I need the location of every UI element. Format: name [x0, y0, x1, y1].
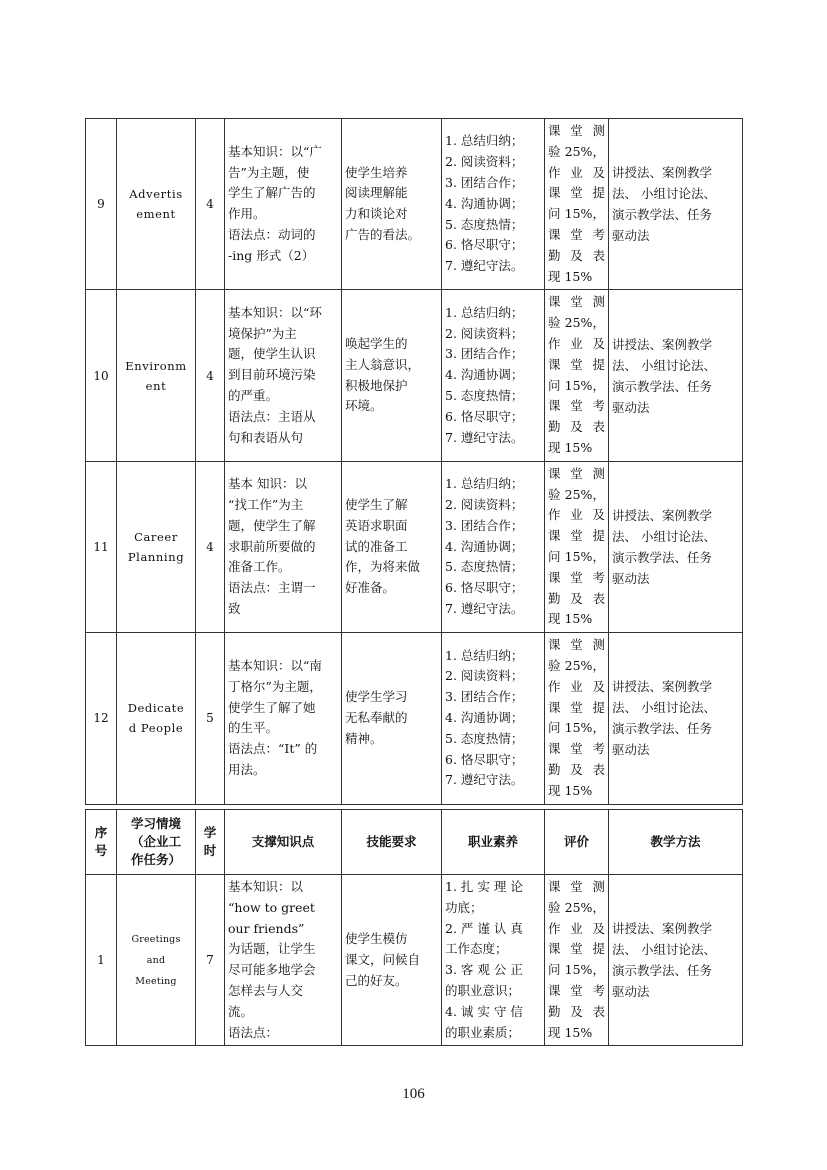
- learning-situation: [117, 290, 196, 461]
- cell-line: 尽可能多地学会: [228, 962, 316, 978]
- cell-line: 勤 及 表: [548, 1003, 605, 1019]
- cell-line: 1. 总结归纳；: [445, 476, 524, 492]
- cell-line: 2. 阅读资料；: [445, 154, 524, 170]
- cell-line: 基本知识：以“南: [228, 657, 322, 673]
- cell-line: 积极地保护: [345, 377, 408, 393]
- cell-line: 基本知识：以“环: [228, 304, 322, 320]
- cell-line: 问 15%，: [548, 206, 605, 222]
- evaluation: [545, 119, 609, 290]
- header-method: 教学方法: [609, 810, 743, 875]
- cell-line: 演示教学法、任务: [612, 207, 713, 223]
- cell-line: 现 15%: [548, 268, 593, 284]
- cell-line: 使学生了解: [345, 496, 408, 512]
- cell-line: 验 25%，: [548, 486, 605, 502]
- cell-line: 作 业 及: [548, 164, 605, 180]
- cell-line: 语法点：: [228, 1024, 279, 1040]
- cell-line: Advertis: [129, 187, 183, 202]
- row-number: 1: [86, 875, 117, 1046]
- header-quality: 职业素养: [442, 810, 545, 875]
- evaluation: [545, 461, 609, 632]
- cell-line: our friends”: [228, 920, 305, 936]
- teaching-method: [609, 461, 743, 632]
- cell-line: 题，使学生了解: [228, 517, 316, 533]
- cell-line: 1. 扎 实 理 论: [445, 879, 523, 894]
- cell-line: 法、 小组讨论法、: [612, 942, 716, 958]
- cell-line: 驱动法: [612, 228, 650, 244]
- row-number: 11: [86, 461, 117, 632]
- cell-line: 工作态度；: [445, 941, 508, 957]
- cell-line: 用法。: [228, 761, 266, 777]
- cell-line: 验 25%，: [548, 899, 605, 915]
- cell-line: 英语求职面: [345, 517, 408, 533]
- knowledge-points: [225, 290, 342, 461]
- cell-line: 基本 知识：以: [228, 476, 307, 492]
- evaluation: [545, 290, 609, 461]
- cell-line: 告”为主题，使: [228, 164, 310, 180]
- cell-line: 使学生了解了她: [228, 699, 316, 715]
- cell-line: 课 堂 考: [548, 982, 605, 998]
- cell-line: 作 业 及: [548, 335, 605, 351]
- cell-line: 驱动法: [612, 984, 650, 1000]
- cell-line: 驱动法: [612, 742, 650, 758]
- teaching-method: [609, 633, 743, 804]
- knowledge-points: [225, 875, 342, 1046]
- header-eval: 评价: [545, 810, 609, 875]
- cell-line: 4. 沟通协调；: [445, 709, 524, 725]
- cell-line: 3. 团结合作；: [445, 174, 524, 190]
- cell-line: 的生平。: [228, 720, 279, 736]
- cell-line: 4. 沟通协调；: [445, 195, 524, 211]
- cell-line: 作 业 及: [548, 678, 605, 694]
- cell-line: 6. 恪尽职守；: [445, 751, 524, 767]
- cell-line: 5. 态度热情；: [445, 216, 524, 232]
- cell-line: 问 15%，: [548, 377, 605, 393]
- cell-line: 流。: [228, 1003, 254, 1019]
- skill-requirements: [342, 633, 442, 804]
- cell-line: ement: [136, 207, 176, 222]
- cell-line: 3. 团结合作；: [445, 517, 524, 533]
- knowledge-points: [225, 461, 342, 632]
- professional-quality: [442, 633, 545, 804]
- cell-line: 驱动法: [612, 399, 650, 415]
- header-num: 序 号: [86, 810, 117, 875]
- professional-quality: [442, 461, 545, 632]
- cell-line: Career: [134, 529, 178, 544]
- cell-line: 课 堂 测: [548, 637, 605, 653]
- cell-line: 讲授法、案例教学: [612, 679, 713, 695]
- cell-line: 课 堂 提: [548, 185, 605, 201]
- cell-line: “how to greet: [228, 899, 315, 915]
- learning-situation: [117, 875, 196, 1046]
- cell-line: Meeting: [135, 975, 177, 987]
- cell-line: 现 15%: [548, 1024, 593, 1040]
- cell-line: 5. 态度热情；: [445, 559, 524, 575]
- evaluation: [545, 875, 609, 1046]
- cell-line: 勤 及 表: [548, 590, 605, 606]
- cell-line: 法、 小组讨论法、: [612, 357, 716, 373]
- learning-situation: [117, 461, 196, 632]
- cell-line: 课 堂 考: [548, 226, 605, 242]
- skill-requirements: [342, 461, 442, 632]
- class-hours: 5: [196, 633, 225, 804]
- cell-line: 课 堂 考: [548, 569, 605, 585]
- cell-line: 演示教学法、任务: [612, 721, 713, 737]
- cell-line: 功底；: [445, 899, 483, 915]
- cell-line: 2. 阅读资料；: [445, 325, 524, 341]
- cell-line: 3. 团结合作；: [445, 346, 524, 362]
- cell-line: 阅读理解能: [345, 185, 408, 201]
- cell-line: 课 堂 考: [548, 741, 605, 757]
- cell-line: 4. 沟通协调；: [445, 538, 524, 554]
- cell-line: 勤 及 表: [548, 419, 605, 435]
- cell-line: 验 25%，: [548, 143, 605, 159]
- cell-line: ent: [145, 378, 167, 393]
- cell-line: 6. 恪尽职守；: [445, 408, 524, 424]
- cell-line: 现 15%: [548, 611, 593, 627]
- cell-line: 验 25%，: [548, 315, 605, 331]
- cell-line: 语法点：主谓一: [228, 580, 316, 596]
- cell-line: 环境。: [345, 398, 383, 414]
- class-hours: 4: [196, 119, 225, 290]
- cell-line: 主人翁意识，: [345, 356, 421, 372]
- cell-line: 5. 态度热情；: [445, 730, 524, 746]
- cell-line: 演示教学法、任务: [612, 963, 713, 979]
- cell-line: 演示教学法、任务: [612, 549, 713, 565]
- cell-line: 作 业 及: [548, 507, 605, 523]
- cell-line: 试的准备工: [345, 538, 408, 554]
- row-number: 12: [86, 633, 117, 804]
- cell-line: 丁格尔”为主题，: [228, 678, 322, 694]
- class-hours: 7: [196, 875, 225, 1046]
- cell-line: 现 15%: [548, 439, 593, 455]
- cell-line: 3. 客 观 公 正: [445, 962, 523, 978]
- skill-requirements: [342, 290, 442, 461]
- cell-line: 课 堂 提: [548, 356, 605, 372]
- cell-line: 问 15%，: [548, 720, 605, 736]
- teaching-method: [609, 875, 743, 1046]
- cell-line: 境保护”为主: [228, 325, 297, 341]
- cell-line: 7. 遵纪守法。: [445, 772, 524, 788]
- skill-requirements: [342, 875, 442, 1046]
- cell-line: 学生了解广告的: [228, 185, 316, 201]
- cell-line: 问 15%，: [548, 962, 605, 978]
- cell-line: 致: [228, 600, 241, 616]
- page-number: 106: [402, 1086, 425, 1102]
- header-skill: 技能要求: [342, 810, 442, 875]
- cell-line: 作 业 及: [548, 920, 605, 936]
- cell-line: 1. 总结归纳；: [445, 647, 524, 663]
- cell-line: 5. 态度热情；: [445, 387, 524, 403]
- cell-line: 1. 总结归纳；: [445, 133, 524, 149]
- cell-line: 基本知识：以: [228, 879, 304, 894]
- cell-line: Greetings: [131, 933, 181, 945]
- cell-line: 现 15%: [548, 782, 593, 798]
- cell-line: 法、 小组讨论法、: [612, 186, 716, 202]
- professional-quality: [442, 875, 545, 1046]
- cell-line: 驱动法: [612, 570, 650, 586]
- cell-line: 课 堂 考: [548, 398, 605, 414]
- cell-line: 讲授法、案例教学: [612, 921, 713, 937]
- class-hours: 4: [196, 461, 225, 632]
- cell-line: 为话题，让学生: [228, 941, 316, 957]
- cell-line: 准备工作。: [228, 559, 291, 575]
- learning-situation: [117, 119, 196, 290]
- class-hours: 4: [196, 290, 225, 461]
- learning-situation: [117, 633, 196, 804]
- cell-line: 的职业意识；: [445, 982, 521, 998]
- cell-line: and: [146, 954, 166, 966]
- cell-line: 课 堂 提: [548, 528, 605, 544]
- cell-line: 课 堂 测: [548, 879, 605, 894]
- course-table-section: [85, 809, 743, 1046]
- professional-quality: [442, 290, 545, 461]
- skill-requirements: [342, 119, 442, 290]
- table-row: [86, 119, 743, 290]
- course-table-continued: [85, 118, 743, 805]
- cell-line: 法、 小组讨论法、: [612, 700, 716, 716]
- cell-line: 法、 小组讨论法、: [612, 528, 716, 544]
- cell-line: 基本知识：以“广: [228, 143, 322, 159]
- cell-line: 1. 总结归纳；: [445, 304, 524, 320]
- cell-line: 勤 及 表: [548, 761, 605, 777]
- cell-line: 语法点：“It” 的: [228, 741, 318, 757]
- professional-quality: [442, 119, 545, 290]
- table-row: [86, 875, 743, 1046]
- table-row: [86, 461, 743, 632]
- header-knowledge: 支撑知识点: [225, 810, 342, 875]
- cell-line: 2. 阅读资料；: [445, 496, 524, 512]
- cell-line: Planning: [127, 549, 185, 564]
- table-row: [86, 633, 743, 804]
- cell-line: 句和表语从句: [228, 429, 304, 445]
- cell-line: 唤起学生的: [345, 335, 408, 351]
- cell-line: 7. 遵纪守法。: [445, 258, 524, 274]
- cell-line: 2. 阅读资料；: [445, 668, 524, 684]
- cell-line: -ing 形式（2）: [228, 247, 315, 263]
- cell-line: 课 堂 测: [548, 123, 605, 138]
- cell-line: 6. 恪尽职守；: [445, 580, 524, 596]
- cell-line: 4. 诚 实 守 信: [445, 1003, 523, 1019]
- cell-line: 使学生学习: [345, 689, 408, 705]
- evaluation: [545, 633, 609, 804]
- cell-line: 7. 遵纪守法。: [445, 429, 524, 445]
- cell-line: Dedicate: [127, 701, 185, 716]
- cell-line: 作用。: [228, 206, 266, 222]
- cell-line: 6. 恪尽职守；: [445, 237, 524, 253]
- cell-line: 的严重。: [228, 387, 279, 403]
- cell-line: “找工作”为主: [228, 496, 304, 512]
- cell-line: 课 堂 提: [548, 941, 605, 957]
- cell-line: 求职前所要做的: [228, 538, 316, 554]
- cell-line: 题，使学生认识: [228, 346, 316, 362]
- cell-line: 语法点：主语从: [228, 408, 316, 424]
- cell-line: 使学生培养: [345, 164, 408, 180]
- cell-line: 课 堂 测: [548, 294, 605, 310]
- cell-line: 课 堂 测: [548, 465, 605, 481]
- header-row: [86, 810, 743, 875]
- header-task: 学习情境 （企业工 作任务）: [117, 810, 196, 875]
- cell-line: 3. 团结合作；: [445, 689, 524, 705]
- cell-line: 语法点：动词的: [228, 226, 316, 242]
- cell-line: 验 25%，: [548, 657, 605, 673]
- cell-line: 课文，问候自: [345, 951, 421, 967]
- cell-line: 使学生模仿: [345, 930, 408, 946]
- cell-line: 的职业素质；: [445, 1024, 521, 1040]
- cell-line: 怎样去与人交: [228, 982, 304, 998]
- cell-line: 精神。: [345, 730, 383, 746]
- cell-line: 2. 严 谨 认 真: [445, 920, 523, 936]
- knowledge-points: [225, 119, 342, 290]
- teaching-method: [609, 119, 743, 290]
- cell-line: d People: [128, 721, 184, 736]
- cell-line: 讲授法、案例教学: [612, 336, 713, 352]
- cell-line: 演示教学法、任务: [612, 378, 713, 394]
- knowledge-points: [225, 633, 342, 804]
- cell-line: 己的好友。: [345, 972, 408, 988]
- cell-line: 作，为将来做: [345, 559, 421, 575]
- row-number: 10: [86, 290, 117, 461]
- header-hours: 学 时: [196, 810, 225, 875]
- row-number: 9: [86, 119, 117, 290]
- cell-line: 广告的看法。: [345, 226, 421, 242]
- cell-line: 讲授法、案例教学: [612, 165, 713, 181]
- cell-line: 7. 遵纪守法。: [445, 600, 524, 616]
- cell-line: 无私奉献的: [345, 709, 408, 725]
- cell-line: 4. 沟通协调；: [445, 367, 524, 383]
- cell-line: 勤 及 表: [548, 247, 605, 263]
- cell-line: 力和谈论对: [345, 206, 408, 222]
- teaching-method: [609, 290, 743, 461]
- cell-line: 课 堂 提: [548, 699, 605, 715]
- cell-line: 问 15%，: [548, 548, 605, 564]
- cell-line: 好准备。: [345, 580, 396, 596]
- cell-line: 到目前环境污染: [228, 367, 316, 383]
- cell-line: Environm: [125, 358, 187, 373]
- table-row: [86, 290, 743, 461]
- cell-line: 讲授法、案例教学: [612, 507, 713, 523]
